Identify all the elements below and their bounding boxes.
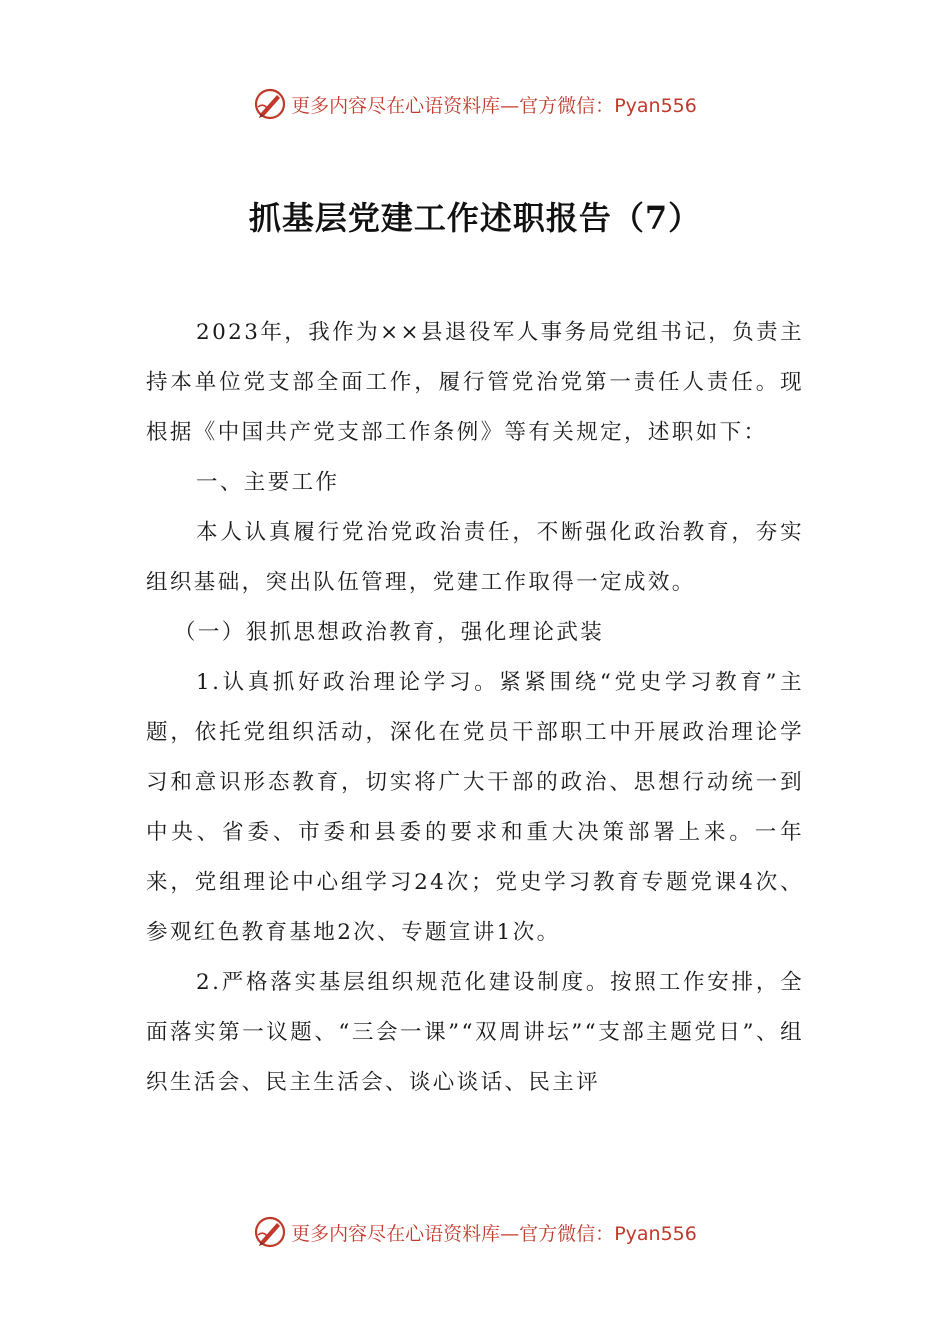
banner-main-text: 更多内容尽在心语资料库 xyxy=(291,1222,501,1245)
banner-separator: — xyxy=(500,94,520,117)
pen-circle-logo-icon xyxy=(253,87,287,121)
banner-wechat-label: 官方微信： xyxy=(519,94,615,117)
pen-circle-logo-icon xyxy=(253,1215,287,1249)
subsection-heading-1: （一）狠抓思想政治教育，强化理论武装 xyxy=(174,620,605,645)
document-title: 抓基层党建工作述职报告（7） xyxy=(248,199,702,238)
banner-wechat-id: Pyan556 xyxy=(614,1222,697,1245)
footer-banner xyxy=(0,1212,950,1252)
banner-wechat-label: 官方微信： xyxy=(519,1222,615,1245)
paragraph-intro: 2023年，我作为××县退役军人事务局党组书记，负责主持本单位党支部全面工作，履行管党治党第一责任人责任。现根据《中国共产党支部工作条例》等有关规定，述职如下： xyxy=(146,320,804,445)
header-banner xyxy=(0,84,950,124)
banner-main-text: 更多内容尽在心语资料库 xyxy=(291,94,501,117)
banner-text xyxy=(291,1219,697,1246)
paragraph-summary: 本人认真履行党治党政治责任，不断强化政治教育，夯实组织基础，突出队伍管理，党建工作取得一定成效。 xyxy=(146,520,804,595)
banner-text xyxy=(291,91,697,118)
banner-wechat-id: Pyan556 xyxy=(614,94,697,117)
paragraph-item-2: 2.严格落实基层组织规范化建设制度。按照工作安排，全面落实第一议题、“三会一课”“双周讲坛”“支部主题党日”、组织生活会、民主生活会、谈心谈话、民主评 xyxy=(146,970,804,1095)
section-heading-main-work: 一、主要工作 xyxy=(196,470,340,495)
document-body xyxy=(146,308,804,1108)
banner-separator: — xyxy=(500,1222,520,1245)
paragraph-item-1: 1.认真抓好政治理论学习。紧紧围绕“党史学习教育”主题，依托党组织活动，深化在党员干部职工中开展政治理论学习和意识形态教育，切实将广大干部的政治、思想行动统一到中央、省委、市委和县委的要求和重大决策部署上来。一年来，党组理论中心组学习24次；党史学习教育专题党课4次、参观红色教育基地2次、专题宣讲1次。 xyxy=(146,670,804,945)
